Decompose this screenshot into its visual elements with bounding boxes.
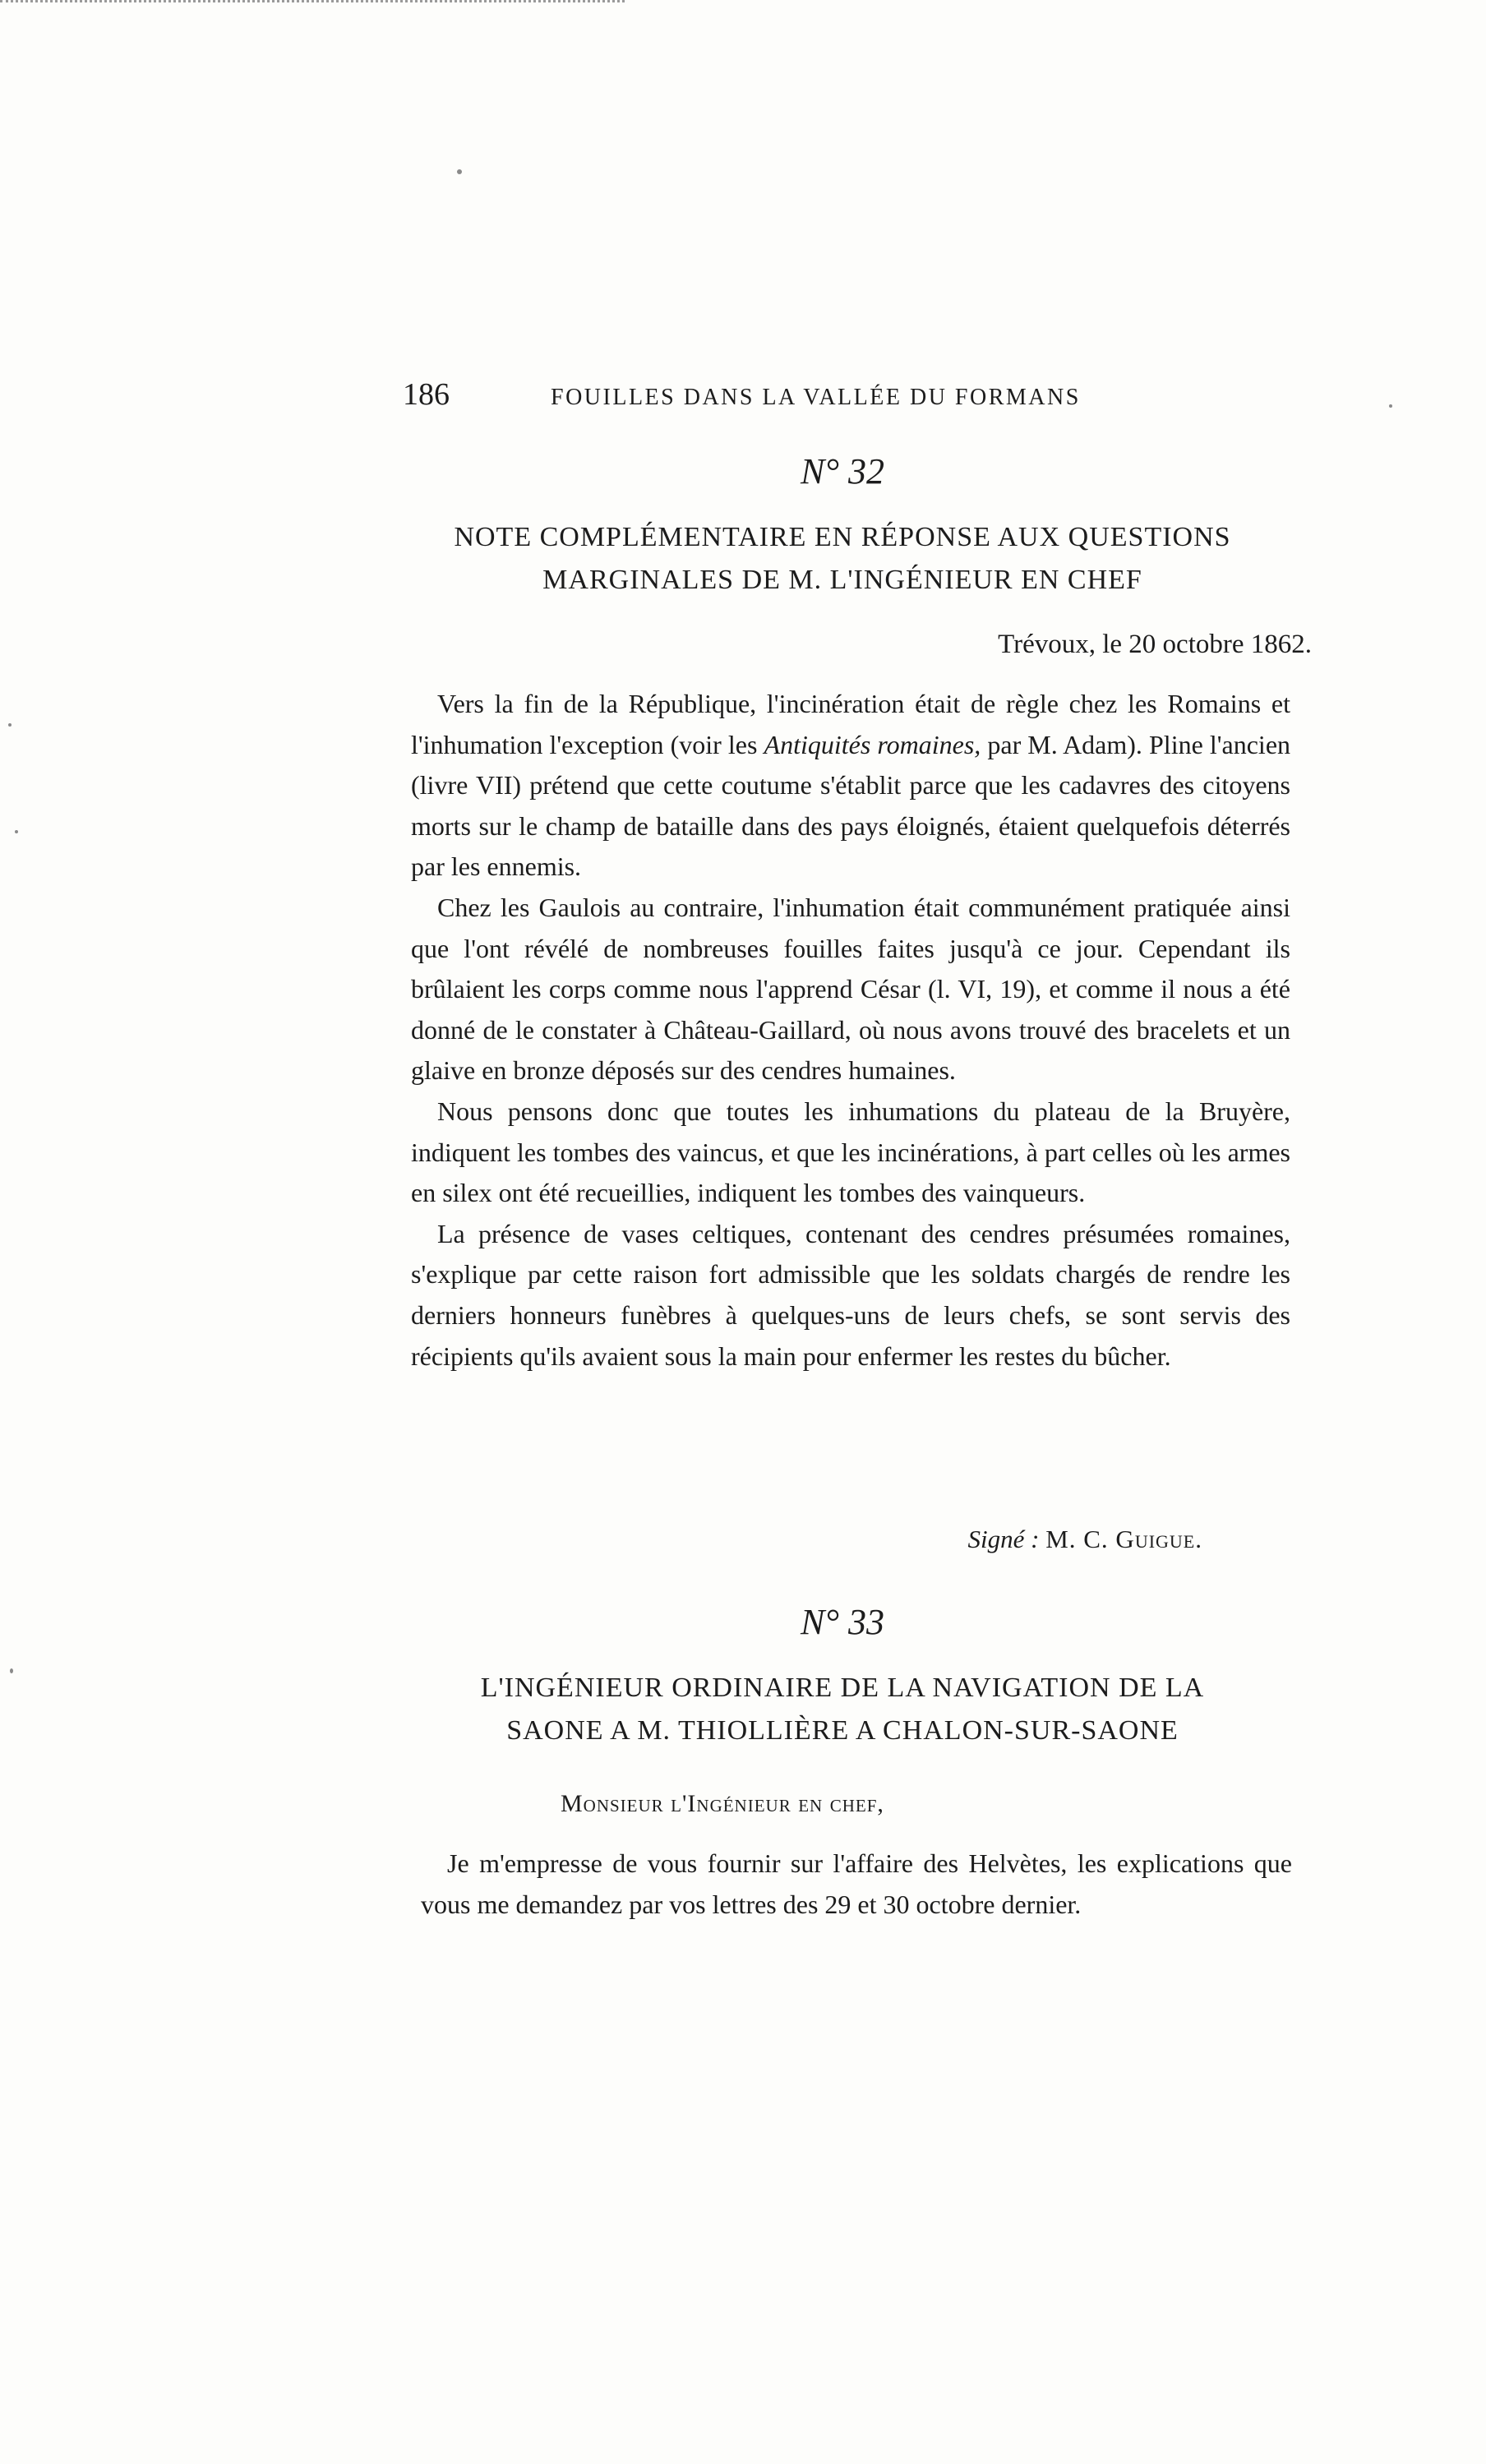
scan-speck	[1389, 404, 1392, 408]
heading-line-2: MARGINALES DE M. L'INGÉNIEUR EN CHEF	[542, 565, 1142, 595]
paragraph-1-part-b: par M. Adam). Pline l'ancien (livre VII) prétend que cette coutume s'établit parce que les cadavres des citoyens morts sur le champ de bataille dans des pays éloignés, étaient quelquefois déterrés par les ennemis.	[411, 729, 1291, 882]
book-title-italic: Antiquités romaines,	[764, 729, 981, 759]
signature-name: M. C. Guigue.	[1045, 1525, 1202, 1553]
page-number: 186	[403, 377, 450, 412]
paragraph-2: Chez les Gaulois au contraire, l'inhumation était communément pratiquée ainsi que l'ont révélé de nombreuses fouilles faites jusqu'à ce jour. Cependant ils brûlaient les corps comme nous l'apprend César (l. VI, 19), et comme il nous a été donné de le constater à Château-Gaillard, où nous avons trouvé des bracelets et un glaive en bronze déposés sur des cendres humaines.	[411, 892, 1290, 1086]
scan-speck	[8, 723, 12, 727]
scan-speck	[457, 169, 462, 174]
paragraph-3: Nous pensons donc que toutes les inhumations du plateau de la Bruyère, indiquent les tombes des vaincus, et que les incinérations, à part celles où les armes en silex ont été recueillies, indiquent les tombes des vainqueurs.	[411, 1096, 1290, 1208]
document-number-32: N° 32	[801, 451, 884, 491]
body-text-32	[411, 684, 1290, 1377]
running-title: FOUILLES DANS LA VALLÉE DU FORMANS	[551, 385, 1081, 410]
scan-speck	[10, 1668, 13, 1673]
heading-line-2: SAONE A M. THIOLLIÈRE A CHALON-SUR-SAONE	[506, 1715, 1179, 1746]
paragraph-1-part-a: Vers la fin de la République, l'incinération était de règle chez les Romains et l'inhumation l'exception (voir les	[411, 689, 1290, 759]
running-head	[403, 376, 1142, 426]
heading-line-1: NOTE COMPLÉMENTAIRE EN RÉPONSE AUX QUESTIONS	[454, 522, 1231, 552]
dateline: Trévoux, le 20 octobre 1862.	[998, 630, 1312, 659]
salutation: Monsieur l'Ingénieur en chef,	[561, 1790, 884, 1817]
paragraph-1	[411, 684, 1290, 888]
document-heading-33	[403, 1667, 1282, 1752]
top-edge-artifact	[0, 0, 625, 5]
body-text-33	[421, 1843, 1292, 1925]
signature-label: Signé :	[967, 1525, 1040, 1553]
heading-line-1: L'INGÉNIEUR ORDINAIRE DE LA NAVIGATION DE LA	[480, 1673, 1205, 1703]
paragraph-1: Je m'empresse de vous fournir sur l'affaire des Helvètes, les explications que vous me demandez par vos lettres des 29 et 30 octobre dernier.	[421, 1848, 1292, 1919]
document-number-33: N° 33	[801, 1602, 884, 1642]
paragraph-4: La présence de vases celtiques, contenant des cendres présumées romaines, s'explique par cette raison fort admissible que les soldats chargés de rendre les derniers honneurs funèbres à quelques-uns de leurs chefs, se sont servis des récipients qu'ils avaient sous la main pour enfermer les restes du bûcher.	[411, 1218, 1290, 1371]
document-heading-32	[403, 516, 1282, 602]
signature	[967, 1525, 1202, 1554]
scan-speck	[15, 830, 18, 833]
